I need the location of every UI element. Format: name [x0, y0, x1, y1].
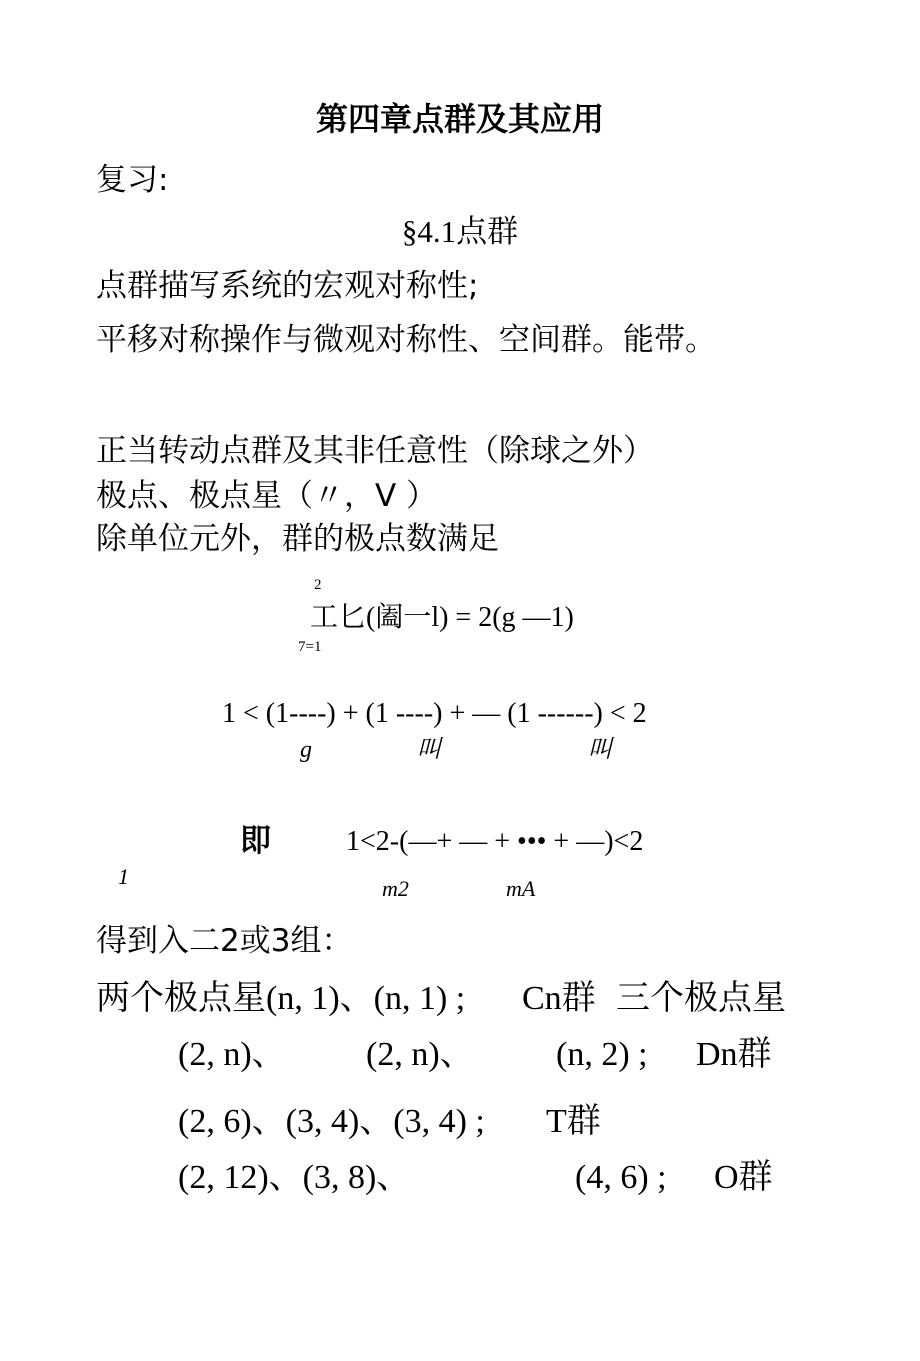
groups-row3-c2: T群	[546, 1103, 601, 1140]
chapter-title: 第四章点群及其应用	[315, 100, 604, 138]
groups-row2-c4: Dn群	[696, 1036, 772, 1073]
eq3-sub-1: m2	[382, 876, 409, 901]
groups-row4-c1: (2, 12)、(3, 8)、	[178, 1159, 411, 1196]
eq2-sub-2: 叫	[417, 737, 441, 763]
eq1-upper-limit: 2	[314, 577, 322, 593]
paragraph-1: 点群描写系统的宏观对称性;	[96, 268, 479, 304]
groups-row1-right: 三个极点星	[616, 980, 786, 1017]
eq3-left-mark: 1	[118, 864, 129, 889]
paragraph-5: 除单位元外，群的极点数满足	[96, 521, 499, 557]
eq2-sub-3: 叫	[588, 737, 612, 763]
groups-row1-mid: Cn群	[522, 980, 596, 1017]
eq2-main: 1 < (1----) + (1 ----) + — (1 ------) < 2	[222, 698, 647, 729]
paragraph-2: 平移对称操作与微观对称性、空间群。能带。	[96, 322, 716, 358]
section-heading: §4.1点群	[401, 214, 519, 249]
groups-row2-c3: (n, 2) ;	[556, 1036, 648, 1073]
eq1-body: 工匕(阖一l) = 2(g —1)	[310, 602, 574, 633]
review-label: 复习:	[96, 162, 169, 198]
eq2-sub-g: g	[300, 737, 312, 763]
groups-row1-left: 两个极点星(n, 1)、(n, 1) ;	[96, 980, 466, 1017]
groups-row4-c3: O群	[714, 1159, 773, 1196]
eq3-label: 即	[240, 823, 271, 859]
groups-row3-c1: (2, 6)、(3, 4)、(3, 4) ;	[178, 1103, 485, 1140]
groups-row2-c1: (2, n)、	[178, 1036, 286, 1073]
eq3-sub-2: mA	[506, 876, 536, 901]
paragraph-3: 正当转动点群及其非任意性（除球之外）	[96, 433, 654, 469]
eq3-main: 1<2-(—+ — + ••• + —)<2	[346, 826, 644, 857]
paragraph-4: 极点、极点星（〃，V ）	[96, 478, 438, 514]
result-line: 得到入二2或3组：	[96, 923, 353, 959]
groups-row2-c2: (2, n)、	[366, 1036, 474, 1073]
eq1-lower-limit: 7=1	[298, 639, 322, 655]
groups-row4-c2: (4, 6) ;	[575, 1159, 667, 1196]
